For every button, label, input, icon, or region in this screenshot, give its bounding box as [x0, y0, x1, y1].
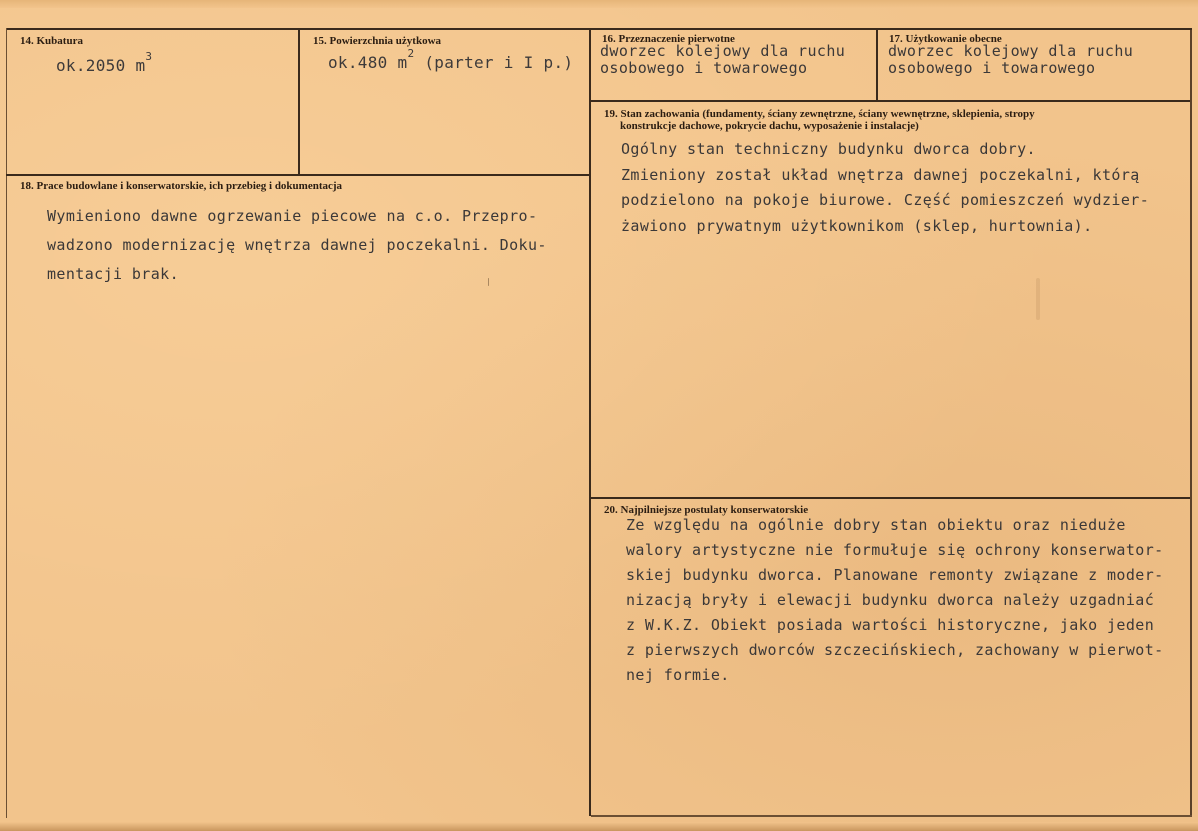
- rule-divider-14-15: [298, 30, 300, 175]
- rule-center-divider: [589, 30, 591, 816]
- rule-right-edge: [1190, 30, 1192, 816]
- rule-bottom: [591, 815, 1192, 817]
- field-19-line: Zmieniony został układ wnętrza dawnej poczekalni, którą: [621, 165, 1140, 184]
- field-17-label: 17. Użytkowanie obecne: [889, 33, 1002, 45]
- card-bottom-edge: [0, 822, 1198, 831]
- field-20-line: nej formie.: [626, 666, 730, 684]
- field-20-line: nizacją bryły i elewacji budynku dworca należy uzgadniać: [626, 591, 1155, 609]
- field-16-line: osobowego i towarowego: [600, 59, 808, 77]
- rule-under-16-17: [591, 100, 1192, 102]
- field-14-label: 14. Kubatura: [20, 35, 83, 47]
- field-15-label: 15. Powierzchnia użytkowa: [313, 35, 442, 47]
- field-19-line: Ogólny stan techniczny budynku dworca dobry.: [621, 140, 1036, 158]
- rule-top: [6, 28, 1192, 30]
- field-17-line: dworzec kolejowy dla ruchu: [888, 42, 1134, 60]
- field-20-line: z pierwszych dworców szczecińskiech, zachowany w pierwot-: [626, 641, 1164, 659]
- field-19-value: [621, 137, 1149, 239]
- field-20-value: [626, 513, 1164, 688]
- field-14-unit-exponent: 3: [145, 50, 153, 63]
- field-18-line: wadzono modernizację wnętrza dawnej poczekalni. Doku-: [47, 236, 547, 254]
- paper-mark: [1036, 278, 1040, 320]
- rule-above-20: [591, 497, 1192, 499]
- field-19-label-line2: konstrukcje dachowe, pokrycie dachu, wyposażenie i instalacje): [620, 120, 919, 132]
- field-20-line: Ze względu na ogólnie dobry stan obiektu oraz nieduże: [626, 516, 1126, 534]
- field-18-line: Wymieniono dawne ogrzewanie piecowe na c.o. Przepro-: [47, 207, 538, 225]
- field-15-value-suffix: (parter i I p.): [414, 53, 574, 72]
- field-15-value-text: ok.480 m: [328, 53, 408, 72]
- field-16-value: [600, 43, 845, 77]
- field-16-label: 16. Przeznaczenie pierwotne: [602, 33, 735, 45]
- field-17-line: osobowego i towarowego: [888, 59, 1096, 77]
- field-14-value-text: ok.2050 m: [56, 56, 146, 75]
- field-19-label: [604, 108, 1035, 132]
- field-20-label: 20. Najpilniejsze postulaty konserwatorskie: [604, 504, 809, 516]
- field-20-line: skiej budynku dworca. Planowane remonty związane z moder-: [626, 566, 1164, 584]
- rule-left-edge: [6, 28, 7, 818]
- rule-under-14-15: [6, 174, 590, 176]
- field-18-value: [47, 202, 547, 289]
- field-18-label: 18. Prace budowlane i konserwatorskie, ich przebieg i dokumentacja: [20, 180, 343, 192]
- field-19-label-line1: 19. Stan zachowania (fundamenty, ściany zewnętrzne, ściany wewnętrzne, sklepienia, stropy: [604, 108, 1035, 120]
- field-19-line: żawiono prywatnym użytkownikom (sklep, hurtownia).: [621, 216, 1093, 235]
- paper-mark: [488, 278, 489, 286]
- field-20-line: walory artystyczne nie formułuje się ochrony konserwator-: [626, 541, 1164, 559]
- field-15-value: [328, 47, 574, 72]
- field-17-value: [888, 43, 1133, 77]
- field-15-unit-exponent: 2: [407, 47, 415, 60]
- field-14-value: [56, 50, 153, 75]
- field-20-line: z W.K.Z. Obiekt posiada wartości historyczne, jako jeden: [626, 616, 1155, 634]
- card-top-edge: [0, 0, 1198, 8]
- field-19-line: podzielono na pokoje biurowe. Część pomieszczeń wydzier-: [621, 191, 1150, 209]
- field-16-line: dworzec kolejowy dla ruchu: [600, 42, 846, 60]
- field-18-line: mentacji brak.: [47, 265, 180, 283]
- rule-divider-16-17: [876, 30, 878, 100]
